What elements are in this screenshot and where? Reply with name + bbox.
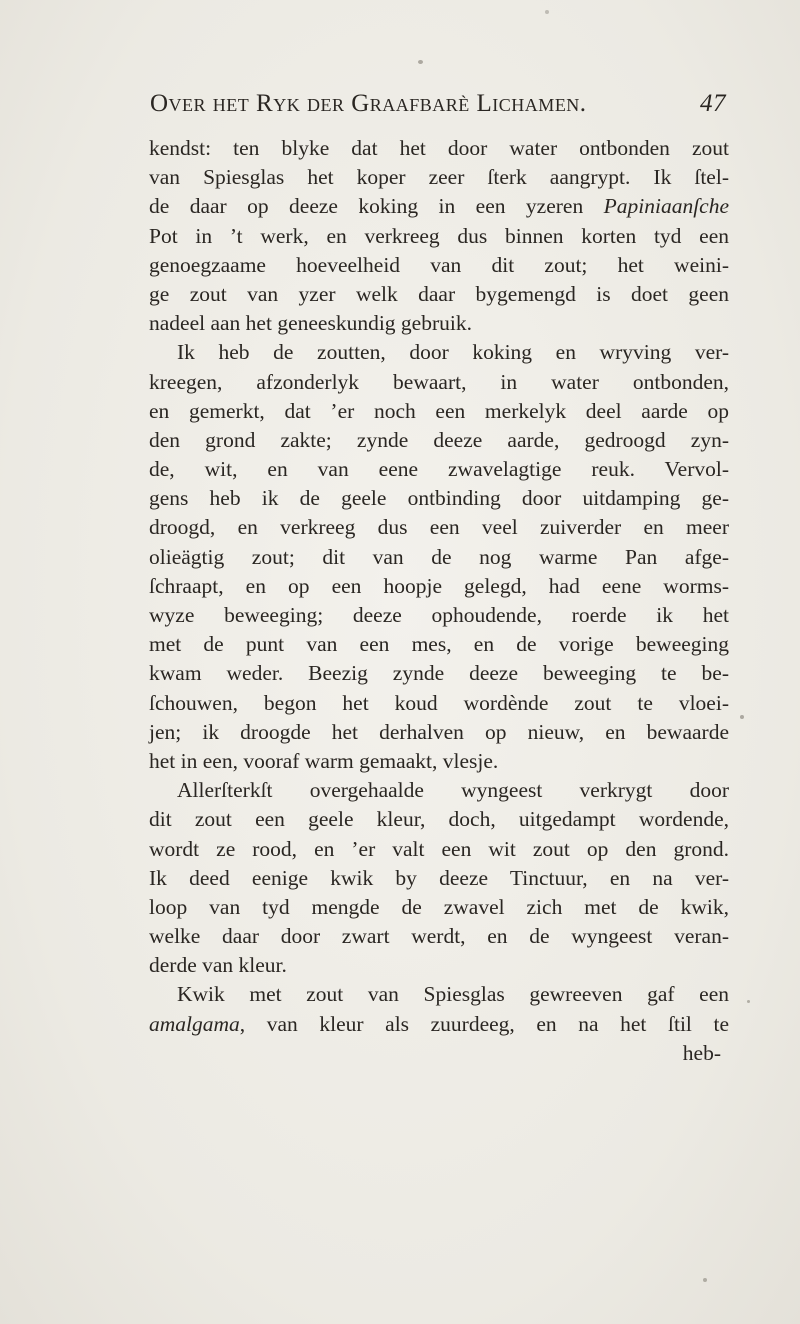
text-segment: droogd, en verkreeg dus een veel zuiverder en meer	[149, 515, 729, 540]
running-head-title: Over het Ryk der Graafbarè Lichamen.	[150, 90, 587, 117]
text-line	[149, 163, 729, 192]
text-segment: kreegen, afzonderlyk bewaart, in water ontbonden,	[149, 369, 729, 394]
page-number: 47	[700, 90, 726, 117]
text-segment: derde van kleur.	[149, 953, 287, 978]
text-line	[149, 338, 729, 367]
text-segment: loop van tyd mengde de zwavel zich met de kwik,	[149, 894, 729, 919]
italic-term: Papiniaanſche	[603, 194, 729, 219]
text-line	[149, 309, 729, 338]
text-segment: Ik heb de zoutten, door koking en wryving ver-	[177, 340, 729, 365]
text-line	[149, 835, 729, 864]
text-segment: de, wit, en van eene zwavelagtige reuk. Vervol-	[149, 457, 729, 482]
text-line	[149, 805, 729, 834]
text-line	[149, 484, 729, 513]
paper-spot	[703, 1278, 707, 1282]
text-segment: gens heb ik de geele ontbinding door uitdamping ge-	[149, 486, 729, 511]
text-line	[149, 601, 729, 630]
text-line	[149, 864, 729, 893]
text-segment: het in een, vooraf warm gemaakt, vlesje.	[149, 748, 499, 773]
text-line	[149, 689, 729, 718]
text-segment: kwam weder. Beezig zynde deeze beweeging te be-	[149, 661, 729, 686]
text-segment: dit zout een geele kleur, doch, uitgedampt wordende,	[149, 807, 729, 832]
text-line	[149, 426, 729, 455]
text-line	[149, 718, 729, 747]
text-line	[149, 922, 729, 951]
text-segment: ge zout van yzer welk daar bygemengd is doet geen	[149, 281, 729, 306]
text-line	[149, 572, 729, 601]
text-segment: met de punt van een mes, en de vorige beweeging	[149, 632, 729, 657]
text-segment: , van kleur als zuurdeeg, en na het ſtil te	[239, 1011, 729, 1036]
text-segment: welke daar door zwart werdt, en de wyngeest veran-	[149, 924, 729, 949]
paper-spot	[418, 60, 423, 64]
text-segment: Ik deed eenige kwik by deeze Tinctuur, en na ver-	[149, 865, 729, 890]
text-segment: wordt ze rood, en ’er valt een wit zout op den grond.	[149, 836, 729, 861]
text-line	[149, 368, 729, 397]
text-line	[149, 397, 729, 426]
paper-spot	[747, 1000, 750, 1003]
text-line	[149, 1010, 729, 1039]
text-line	[149, 951, 729, 980]
text-segment: heb-	[682, 1040, 721, 1065]
text-line	[149, 513, 729, 542]
text-line	[149, 134, 729, 163]
paper-spot	[740, 715, 744, 719]
paper-spot	[545, 10, 549, 14]
text-segment: Kwik met zout van Spiesglas gewreeven gaf een	[177, 982, 729, 1007]
text-segment: de daar op deeze koking in een yzeren	[149, 194, 604, 219]
text-line	[149, 659, 729, 688]
text-segment: Allerſterkſt overgehaalde wyngeest verkrygt door	[177, 778, 729, 803]
text-segment: wyze beweeging; deeze ophoudende, roerde ik het	[149, 603, 729, 627]
running-head	[150, 90, 726, 118]
text-line	[149, 893, 729, 922]
italic-term: amalgama	[149, 1011, 240, 1036]
text-segment: den grond zakte; zynde deeze aarde, gedroogd zyn-	[149, 427, 729, 452]
text-segment: van Spiesglas het koper zeer ſterk aangrypt. Ik ſtel-	[149, 165, 729, 190]
text-segment: en gemerkt, dat ’er noch een merkelyk deel aarde op	[149, 398, 729, 423]
text-segment: kendst: ten blyke dat het door water ontbonden zout	[149, 136, 729, 160]
text-segment: jen; ik droogde het derhalven op nieuw, en bewaarde	[149, 719, 729, 744]
text-line	[149, 543, 729, 572]
text-line	[149, 455, 729, 484]
text-segment: Pot in ’t werk, en verkreeg dus binnen korten tyd een	[149, 223, 729, 248]
text-line	[149, 192, 729, 221]
body-text	[149, 134, 729, 1068]
text-line	[149, 980, 729, 1009]
text-segment: nadeel aan het geneeskundig gebruik.	[149, 311, 472, 336]
catchword-line	[149, 1039, 729, 1068]
text-line	[149, 747, 729, 776]
text-line	[149, 630, 729, 659]
text-line	[149, 280, 729, 309]
text-segment: ſchouwen, begon het koud wordènde zout te vloei-	[149, 690, 729, 715]
text-segment: ſchraapt, en op een hoopje gelegd, had eene worms-	[149, 573, 729, 598]
text-line	[149, 776, 729, 805]
text-line	[149, 251, 729, 280]
text-line	[149, 222, 729, 251]
text-segment: genoegzaame hoeveelheid van dit zout; het weini-	[149, 252, 729, 277]
text-segment: olieägtig zout; dit van de nog warme Pan afge-	[149, 544, 729, 569]
